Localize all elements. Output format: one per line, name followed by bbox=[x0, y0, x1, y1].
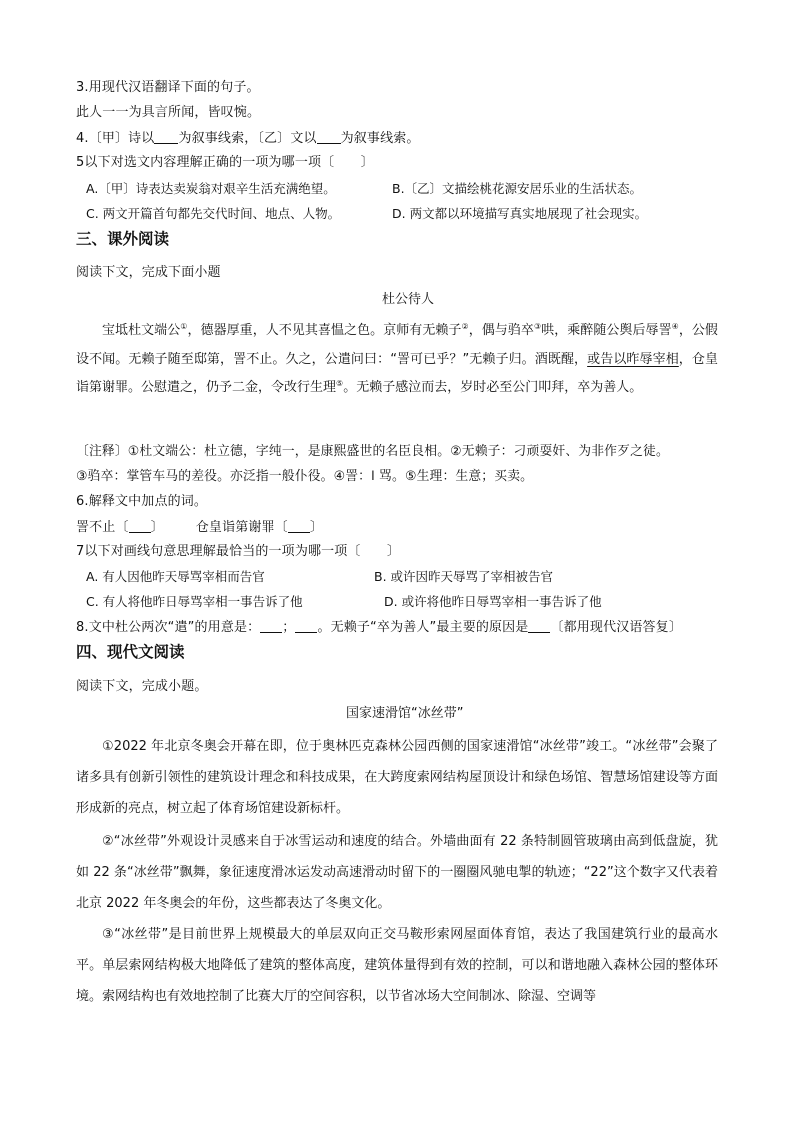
answer-blank[interactable] bbox=[154, 129, 178, 144]
footnote-marker: ① bbox=[180, 322, 188, 331]
question-8: 8.文中杜公两次“遣”的用意是： ； 。无赖子“卒为善人”最主要的原因是 〔都用现代汉语答复〕 bbox=[76, 620, 682, 635]
article-title: 国家速滑馆“冰丝带” bbox=[346, 706, 464, 721]
article-paragraph-1: ①2022 年北京冬奥会开幕在即，位于奥林匹克森林公园西侧的国家速滑馆“冰丝带”竣工。“冰丝带”会聚了诸多具有创新引领性的建筑设计理念和科技成果，在大跨度索网结构屋顶设计和绿色场馆、智慧场馆建设等方面形成新的亮点，树立起了体育场馆建设新标杆。 bbox=[76, 739, 718, 816]
question-3: 3.用现代汉语翻译下面的句子。 bbox=[76, 80, 260, 95]
classical-passage: 宝坻杜文端公①，德器厚重，人不见其喜愠之色。京师有无赖子②，偶与驺卒③哄，乘醉随公舆后辱詈④，公假设不闻。无赖子随至邸第，詈不止。久之，公遣问曰：“詈可已乎？”无赖子归。酒既醒，或告以昨辱宰相，仓皇诣第谢罪。公慰遣之，仍予二金，令改行生理⑤。无赖子感泣而去，岁时必至公门叩拜，卒为善人。 bbox=[76, 322, 718, 395]
answer-blank[interactable] bbox=[528, 618, 550, 633]
question-7: 7以下对画线句意思理解最恰当的一项为哪一项〔 〕 bbox=[76, 544, 401, 559]
footnote-marker: ④ bbox=[671, 322, 679, 331]
passage-title: 杜公待人 bbox=[382, 292, 435, 307]
footnote-marker: ⑤ bbox=[336, 379, 344, 388]
answer-blank[interactable] bbox=[288, 518, 310, 533]
question-3-sentence: 此人一一为具言所闻，皆叹惋。 bbox=[76, 105, 261, 120]
answer-blank[interactable] bbox=[129, 518, 151, 533]
q5-option-c: C. 两文开篇首句都先交代时间、地点、人物。 bbox=[86, 206, 341, 221]
q7-option-d: D. 或许将他昨日辱骂宰相一事告诉了他 bbox=[384, 594, 602, 609]
underlined-sentence: 或告以昨辱宰相 bbox=[587, 351, 679, 367]
q7-option-c: C. 有人将他昨日辱骂宰相一事告诉了他 bbox=[86, 594, 303, 609]
q7-option-b: B. 或许因昨天辱骂了宰相被告官 bbox=[374, 569, 554, 584]
answer-blank[interactable] bbox=[295, 618, 317, 633]
section-3-intro: 阅读下文，完成下面小题 bbox=[76, 265, 221, 280]
q5-option-b: B.〔乙〕文描绘桃花源安居乐业的生活状态。 bbox=[392, 181, 643, 196]
question-6-items: 詈不止〔 〕 仓皇诣第谢罪〔 〕 bbox=[76, 520, 323, 535]
answer-blank[interactable] bbox=[260, 618, 282, 633]
section-4-intro: 阅读下文，完成小题。 bbox=[76, 679, 208, 694]
q5-option-d: D. 两文都以环境描写真实地展现了社会现实。 bbox=[392, 206, 648, 221]
q5-option-a: A.〔甲〕诗表达卖炭翁对艰辛生活充满绝望。 bbox=[86, 181, 336, 196]
annotation-line-1: 〔注释〕①杜文端公：杜立德，字纯一，是康熙盛世的名臣良相。②无赖子：刁顽耍奸、为非作歹之徒。 bbox=[76, 444, 669, 459]
answer-blank[interactable] bbox=[317, 129, 341, 144]
article-paragraph-3: ③“冰丝带”是目前世界上规模最大的单层双向正交马鞍形索网屋面体育馆，表达了我国建筑行业的最高水平。单层索网结构极大地降低了建筑的整体高度，建筑体量得到有效的控制，可以和谐地融入森林公园的整体环境。索网结构也有效地控制了比赛大厅的空间容积，以节省冰场大空间制冰、除湿、空调等 bbox=[76, 927, 718, 1004]
section-3-heading: 三、课外阅读 bbox=[76, 230, 170, 248]
question-4: 4.〔甲〕诗以 为叙事线索，〔乙〕文以 为叙事线索。 bbox=[76, 131, 420, 146]
annotation-line-2: ③驺卒：掌管车马的差役。亦泛指一般仆役。④詈：l 骂。⑤生理：生意；买卖。 bbox=[76, 469, 534, 484]
footnote-marker: ③ bbox=[533, 322, 542, 331]
question-5: 5以下对选文内容理解正确的一项为哪一项〔 〕 bbox=[76, 155, 374, 170]
footnote-marker: ② bbox=[461, 322, 469, 331]
article-paragraph-2: ②“冰丝带”外观设计灵感来自于冰雪运动和速度的结合。外墙曲面有 22 条特制圆管玻璃由高到低盘旋，犹如 22 条“冰丝带”飘舞，象征速度滑冰运发动高速滑动时留下的一圈圈风驰电掣的轨迹；“22”这个数字又代表着北京 2022 年冬奥会的年份，这些都表达了冬奥文化。 bbox=[76, 834, 718, 911]
question-6: 6.解释文中加点的词。 bbox=[76, 494, 208, 509]
section-4-heading: 四、现代文阅读 bbox=[76, 643, 185, 661]
q7-option-a: A. 有人因他昨天辱骂宰相而告官 bbox=[86, 569, 265, 584]
